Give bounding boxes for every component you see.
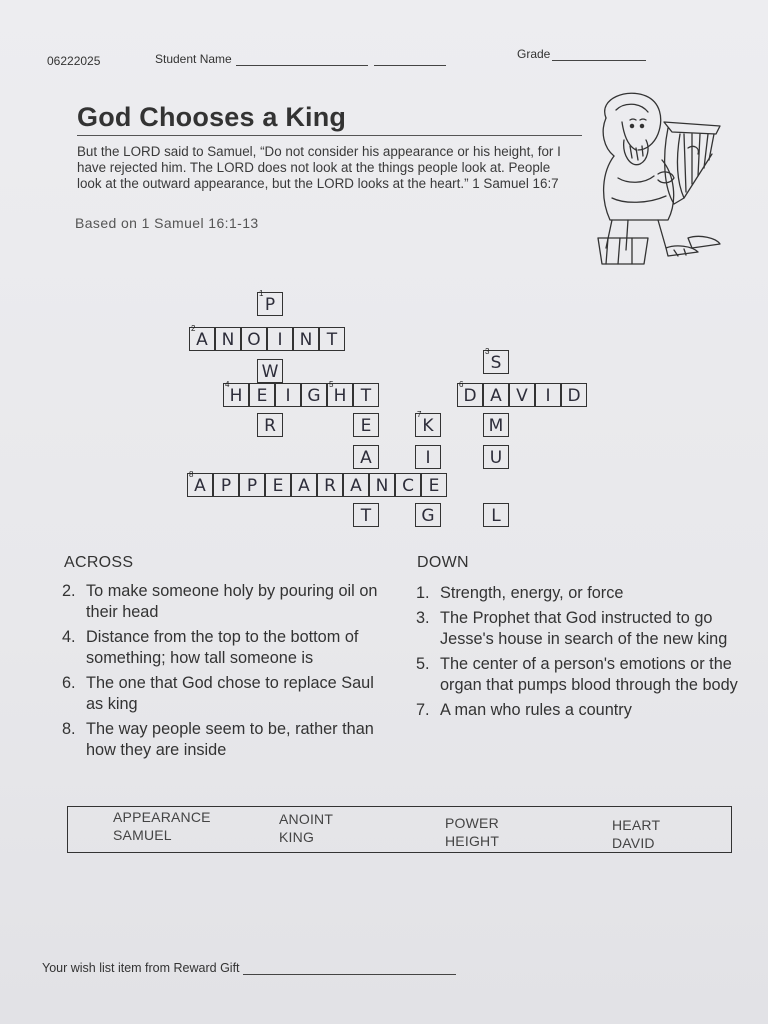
clue-number: 8.: [62, 720, 76, 738]
crossword-cell[interactable]: [457, 380, 483, 407]
handwritten-letter: A: [490, 386, 502, 406]
clue-number-label: 6: [459, 380, 464, 389]
crossword-cell[interactable]: [291, 473, 317, 497]
crossword-cell[interactable]: [483, 413, 509, 437]
crossword-cell[interactable]: [241, 327, 267, 351]
handwritten-letter: D: [567, 386, 581, 406]
crossword-cell[interactable]: [483, 347, 509, 374]
crossword-cell[interactable]: [249, 383, 275, 407]
wish-list-blank[interactable]: [243, 974, 456, 975]
handwritten-letter: P: [246, 476, 258, 496]
handwritten-letter: E: [272, 476, 284, 496]
handwritten-letter: E: [256, 386, 268, 406]
across-heading: ACROSS: [64, 554, 134, 571]
clue-number-label: 4: [225, 380, 230, 389]
handwritten-letter: T: [326, 330, 338, 350]
crossword-cell[interactable]: [239, 473, 265, 497]
clue-text: Strength, energy, or force: [440, 584, 624, 602]
word-bank-word: SAMUEL: [113, 827, 172, 843]
clue-text: The Prophet that God instructed to go Jesse's house in search of the new king: [440, 609, 728, 648]
across-clue: [62, 673, 382, 715]
crossword-cell[interactable]: [257, 359, 283, 383]
word-bank-word: HEART: [612, 817, 661, 833]
clue-number: 3.: [416, 609, 430, 627]
crossword-cell[interactable]: [483, 503, 509, 527]
crossword-cell[interactable]: [293, 327, 319, 351]
clue-text: The way people seem to be, rather than how they are inside: [86, 720, 374, 759]
crossword-cell[interactable]: [215, 327, 241, 351]
crossword-cell[interactable]: [353, 413, 379, 437]
crossword-cell[interactable]: [395, 473, 421, 497]
clue-number: 7.: [416, 701, 430, 719]
clue-text: The center of a person's emotions or the organ that pumps blood through the body: [440, 655, 738, 694]
title-divider: [77, 135, 582, 136]
clue-text: The one that God chose to replace Saul as king: [86, 674, 374, 713]
handwritten-letter: L: [491, 506, 501, 526]
clue-number-label: 1: [259, 289, 264, 298]
handwritten-letter: N: [375, 476, 389, 496]
clue-number-label: 3: [485, 347, 490, 356]
clue-number: 4.: [62, 628, 76, 646]
wish-list-field[interactable]: [42, 961, 456, 975]
word-bank-word: HEIGHT: [445, 833, 500, 849]
word-bank-word: KING: [279, 829, 315, 845]
crossword-cell[interactable]: [317, 473, 343, 497]
crossword-cell[interactable]: [483, 383, 509, 407]
handwritten-letter: E: [360, 416, 372, 436]
handwritten-letter: R: [324, 476, 336, 496]
handwritten-letter: A: [194, 476, 206, 496]
handwritten-letter: N: [299, 330, 313, 350]
crossword-cell[interactable]: [267, 327, 293, 351]
student-name-blank-2[interactable]: [374, 65, 446, 66]
crossword-cell[interactable]: [483, 445, 509, 469]
down-heading: DOWN: [417, 554, 469, 571]
handwritten-letter: G: [307, 386, 321, 406]
down-clue: [416, 583, 746, 604]
handwritten-letter: V: [516, 386, 528, 406]
handwritten-letter: P: [264, 295, 276, 315]
king-david-harp-illustration: [588, 88, 728, 266]
handwritten-letter: N: [221, 330, 235, 350]
handwritten-letter: M: [488, 416, 504, 436]
clue-number-label: 2: [191, 324, 196, 333]
crossword-cell[interactable]: [353, 445, 379, 469]
clue-text: Distance from the top to the bottom of something; how tall someone is: [86, 628, 359, 667]
crossword-cell[interactable]: [223, 380, 249, 407]
handwritten-letter: T: [360, 386, 372, 406]
handwritten-letter: G: [421, 506, 435, 526]
across-clue: [62, 581, 382, 623]
handwritten-letter: A: [350, 476, 362, 496]
crossword-cell[interactable]: [353, 383, 379, 407]
handwritten-letter: H: [333, 386, 347, 406]
crossword-cell[interactable]: [257, 289, 283, 316]
crossword-cell[interactable]: [343, 473, 369, 497]
across-clue-list: [62, 581, 382, 765]
clue-text: To make someone holy by pouring oil on their head: [86, 582, 378, 621]
clue-number-label: 8: [189, 470, 194, 479]
clue-number: 2.: [62, 582, 76, 600]
down-clue: [416, 608, 746, 650]
crossword-cell[interactable]: [187, 470, 213, 497]
crossword-cell[interactable]: [275, 383, 301, 407]
crossword-cell[interactable]: [257, 413, 283, 437]
clue-number: 1.: [416, 584, 430, 602]
word-bank-word: APPEARANCE: [113, 809, 211, 825]
clue-number-label: 7: [417, 410, 422, 419]
down-clue-list: [416, 583, 746, 725]
student-name-label: Student Name: [155, 52, 232, 66]
word-bank-word: DAVID: [612, 835, 655, 851]
handwritten-letter: K: [422, 416, 434, 436]
handwritten-letter: I: [285, 386, 291, 406]
scripture-verse: But the LORD said to Samuel, “Do not consider his appearance or his height, for I have rejected him. The LORD does not look at the things people look at. People look at the outward appearance, but the LORD looks at the heart.” 1 Samuel 16:7: [77, 144, 561, 191]
handwritten-letter: W: [261, 362, 279, 382]
wish-list-label: Your wish list item from Reward Gift: [42, 961, 240, 975]
crossword-cell[interactable]: [535, 383, 561, 407]
scripture-reference: Based on 1 Samuel 16:1-13: [75, 215, 259, 231]
across-clue: [62, 627, 382, 669]
clue-text: A man who rules a country: [440, 701, 632, 719]
crossword-cell[interactable]: [353, 503, 379, 527]
worksheet-title: God Chooses a King: [77, 102, 347, 132]
handwritten-letter: C: [402, 476, 414, 496]
clue-number: 6.: [62, 674, 76, 692]
crossword-cell[interactable]: [561, 383, 587, 407]
crossword-cell[interactable]: [301, 383, 327, 407]
grade-field[interactable]: [517, 47, 646, 61]
handwritten-letter: E: [428, 476, 440, 496]
handwritten-letter: O: [247, 330, 261, 350]
word-bank: [67, 806, 732, 853]
across-clue: [62, 719, 382, 761]
handwritten-letter: I: [277, 330, 283, 350]
down-clue: [416, 654, 746, 696]
word-bank-word: POWER: [445, 815, 499, 831]
handwritten-letter: I: [545, 386, 551, 406]
document-id: 06222025: [47, 54, 101, 68]
student-name-field[interactable]: [155, 52, 446, 66]
crossword-cell[interactable]: [369, 473, 395, 497]
handwritten-letter: P: [220, 476, 232, 496]
handwritten-letter: S: [490, 353, 502, 373]
crossword-cell[interactable]: [319, 327, 345, 351]
handwritten-letter: U: [489, 448, 503, 468]
crossword-cell[interactable]: [265, 473, 291, 497]
handwritten-letter: A: [196, 330, 208, 350]
handwritten-letter: A: [298, 476, 310, 496]
crossword-cell[interactable]: [327, 380, 353, 407]
handwritten-letter: T: [360, 506, 372, 526]
crossword-cell[interactable]: [415, 445, 441, 469]
crossword-cell[interactable]: [213, 473, 239, 497]
clue-number-label: 5: [329, 380, 334, 389]
crossword-cell[interactable]: [509, 383, 535, 407]
handwritten-letter: A: [360, 448, 372, 468]
handwritten-letter: I: [425, 448, 431, 468]
crossword-cell[interactable]: [415, 410, 441, 437]
down-clue: [416, 700, 746, 721]
handwritten-letter: H: [229, 386, 243, 406]
crossword-cell[interactable]: [189, 324, 215, 351]
grade-label: Grade: [517, 47, 551, 61]
clue-number: 5.: [416, 655, 430, 673]
crossword-cell[interactable]: [421, 473, 447, 497]
word-bank-word: ANOINT: [279, 811, 334, 827]
grade-blank[interactable]: [552, 60, 646, 61]
crossword-cell[interactable]: [415, 503, 441, 527]
student-name-blank[interactable]: [236, 65, 368, 66]
handwritten-letter: R: [264, 416, 276, 436]
handwritten-letter: D: [463, 386, 477, 406]
